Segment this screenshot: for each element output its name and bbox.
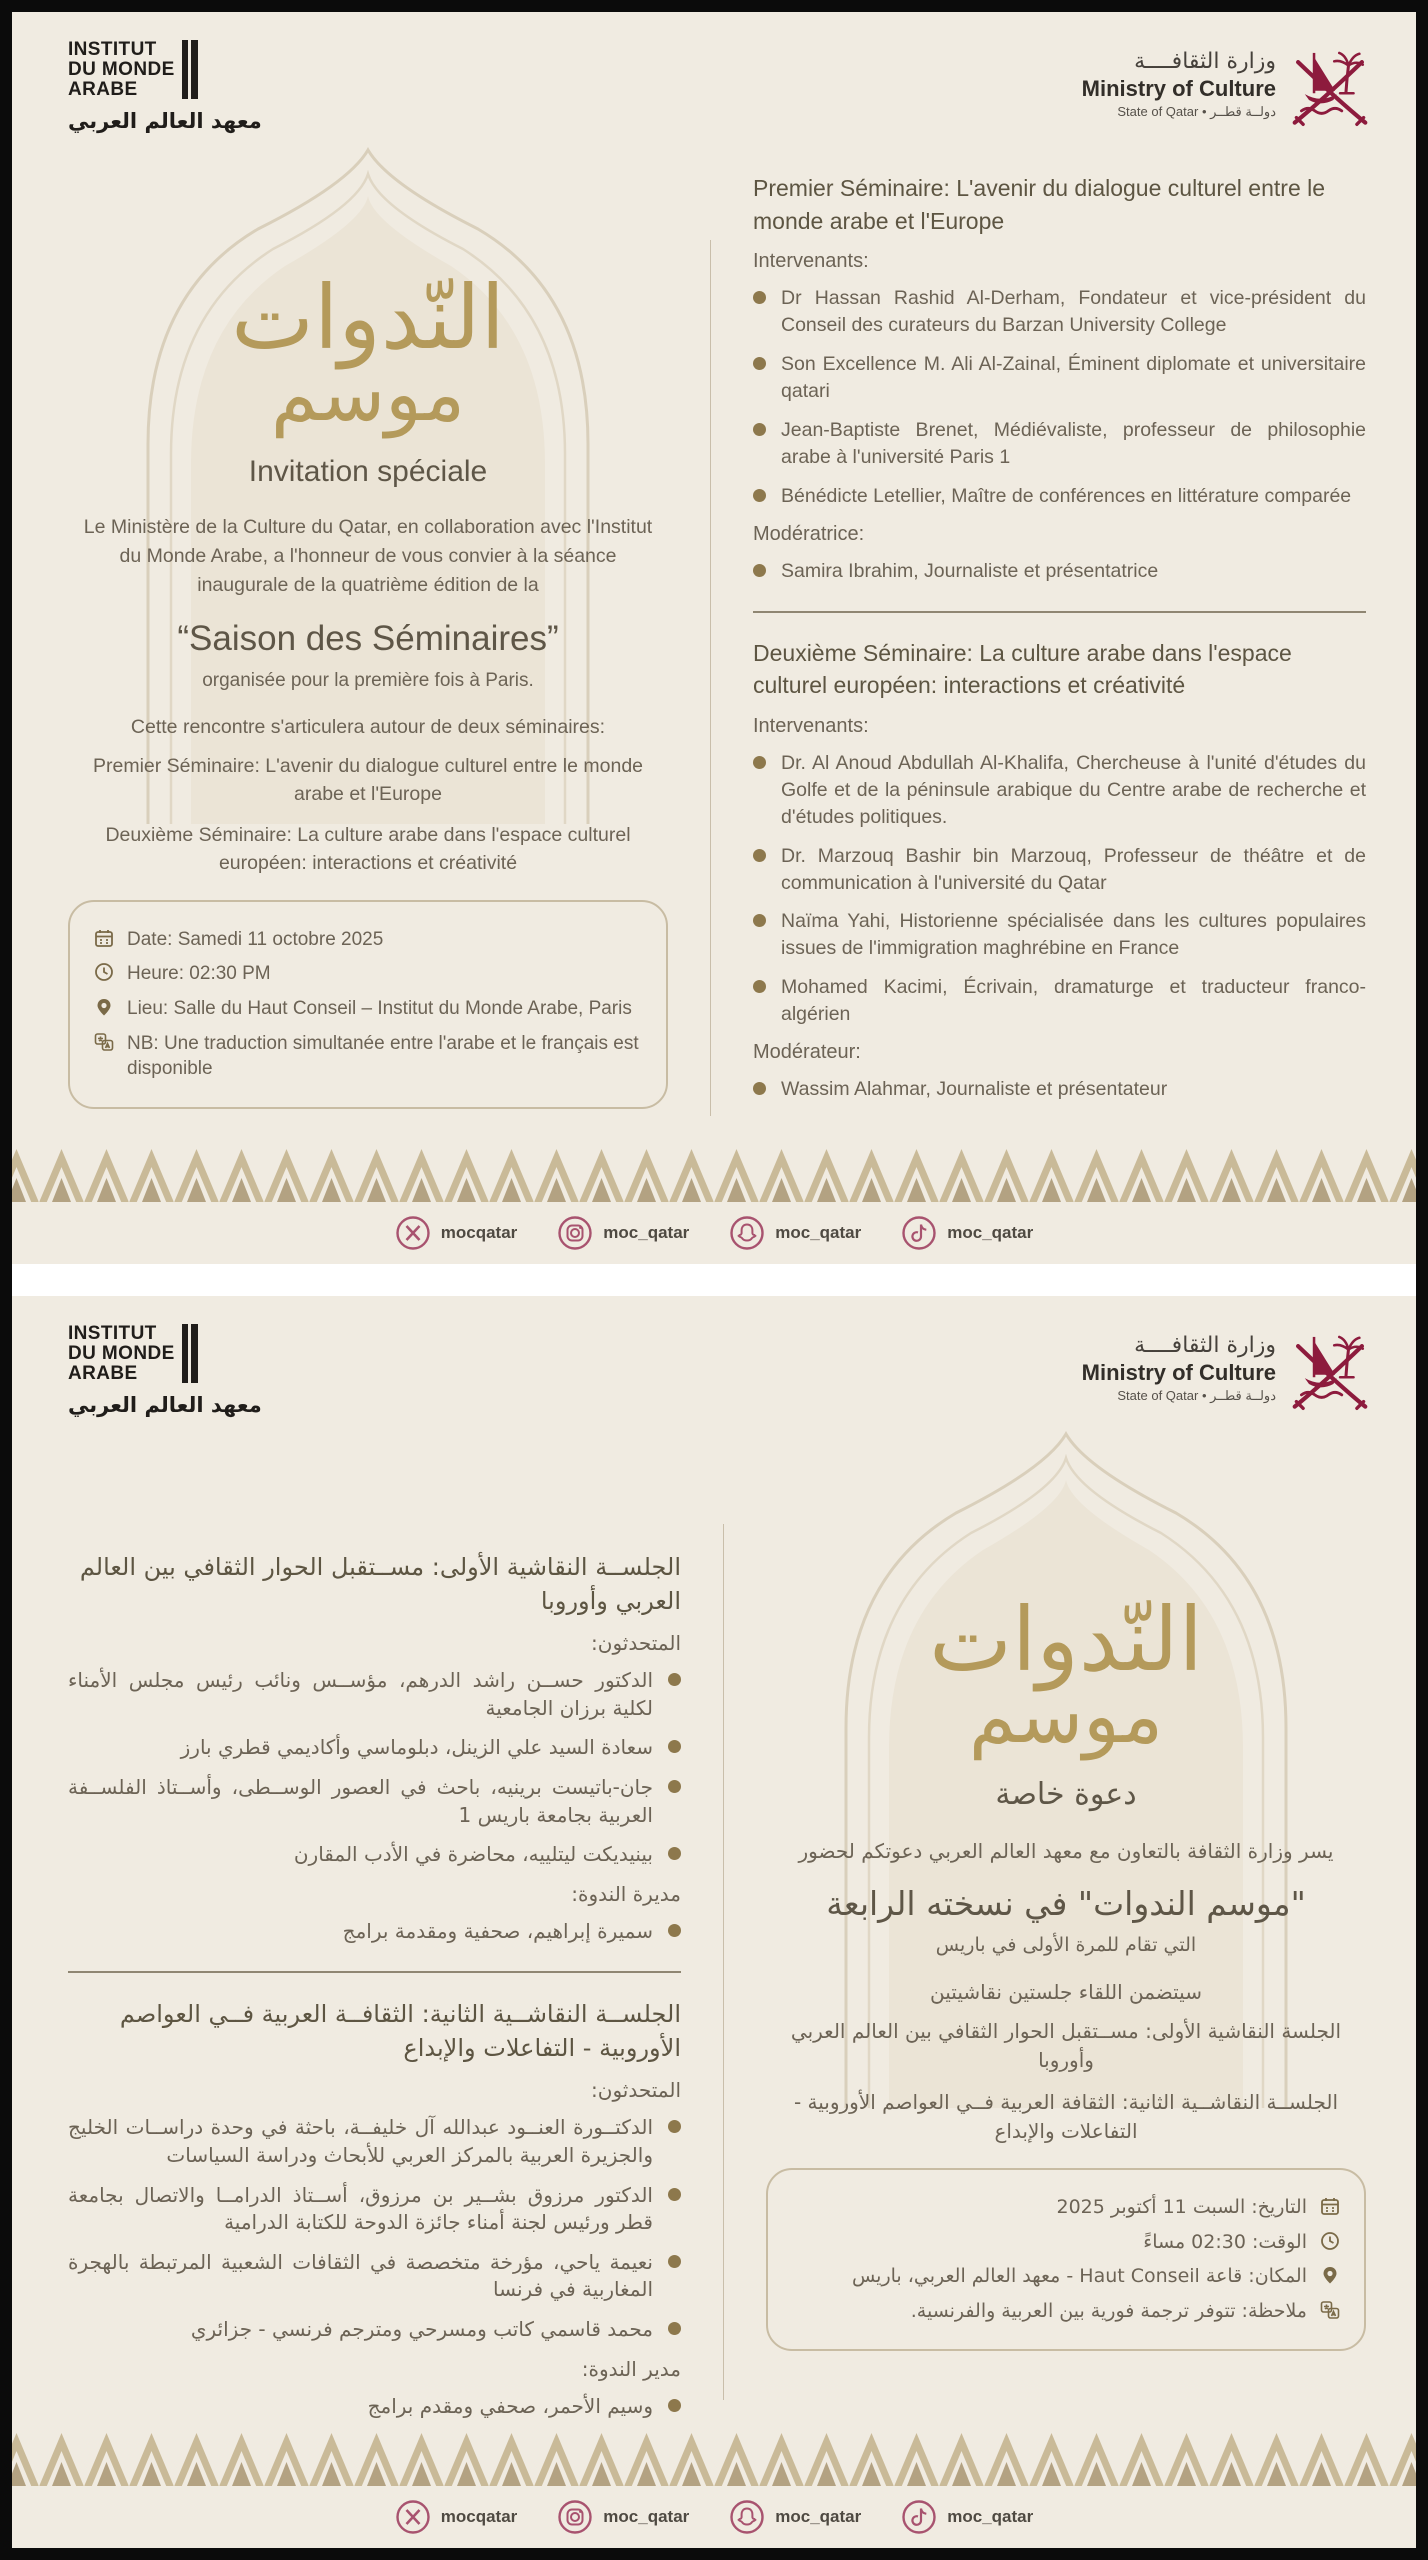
qatar-emblem-icon <box>1288 1324 1372 1412</box>
invitation-title: Invitation spéciale <box>248 454 488 488</box>
speaker-item <box>753 908 1366 962</box>
social-item-tiktok[interactable] <box>901 1215 1033 1251</box>
bullet-dot-icon <box>668 1740 681 1753</box>
moderator-label: Modératrice: <box>753 522 865 545</box>
location-icon <box>1320 2265 1340 2285</box>
social-item-x[interactable] <box>395 1215 518 1251</box>
speaker-text: نعيمة ياحي، مؤرخة متخصصة في الثقافات الشعبية المرتبطة بالهجرة المغاربية في فرنسا <box>68 2249 653 2302</box>
section-title: الجلســة النقاشية الأولى: مســتقبل الحوار الثقافي بين العالم العربي وأوروبا <box>79 1553 681 1616</box>
detail-text: NB: Une traduction simultanée entre l'arabe et le français est disponible <box>127 1032 639 1080</box>
arabic-invitation-page <box>12 1296 1416 2548</box>
location-icon <box>94 997 114 1017</box>
x-icon <box>395 2499 431 2535</box>
invitation-title: دعوة خاصة <box>995 1776 1137 1812</box>
detail-row <box>792 2195 1340 2221</box>
social-handle: moc_qatar <box>947 1223 1034 1242</box>
social-item-snapchat[interactable] <box>729 2499 861 2535</box>
speakers-label: المتحدثون: <box>591 2078 681 2103</box>
column-divider <box>710 240 711 1116</box>
ministry-title-arabic: وزارة الثقافــــة <box>1134 1332 1276 1358</box>
bullet-dot-icon <box>753 914 766 927</box>
social-handle: moc_qatar <box>947 2507 1034 2526</box>
speaker-item <box>68 1841 681 1869</box>
seminar-season-calligraphy-logo <box>766 1588 1366 1760</box>
page-separator <box>12 1264 1416 1296</box>
calligraphy-line: موسم <box>270 348 466 438</box>
section-divider <box>68 1971 681 1973</box>
moderator-label: Modérateur: <box>753 1041 861 1064</box>
ima-logo-line: ARABE <box>68 78 138 100</box>
speaker-text: الدكتور حســن راشد الدرهم، مؤســس ونائب رئيس مجلس الأمناء لكلية برزان الجامعية <box>68 1668 653 1720</box>
detail-text: Lieu: Salle du Haut Conseil – Institut du Monde Arabe, Paris <box>127 997 632 1019</box>
speaker-text: الدكتــورة العنــود عبدالله آل خليفــة، باحثة في وحدة دراســات الخليج والجزيرة العربية بالمركز العربي للأبحاث ودراسة السياسات <box>68 2115 653 2168</box>
speaker-item <box>753 285 1366 339</box>
speaker-item <box>753 417 1366 471</box>
seminar2-line: الجلســة النقاشــية الثانية: الثقافة العربية فــي العواصم الأوروبية - التفاعلات والإبداع <box>793 2089 1339 2143</box>
speaker-text: Dr Hassan Rashid Al-Derham, Fondateur et vice-président du Conseil des curateurs du Barzan University College <box>781 287 1366 337</box>
speaker-item <box>753 351 1366 405</box>
invitation-column <box>766 1454 1366 2420</box>
speaker-item <box>753 750 1366 831</box>
speaker-text: Son Excellence M. Ali Al-Zainal, Éminent diplomate et universitaire qatari <box>781 353 1366 403</box>
section-title: Premier Séminaire: L'avenir du dialogue culturel entre le monde arabe et l'Europe <box>753 175 1326 234</box>
french-invitation-page <box>12 12 1416 1264</box>
detail-row <box>792 2230 1340 2256</box>
bullet-dot-icon <box>753 980 766 993</box>
ima-logo <box>68 1324 262 1416</box>
calendar-icon <box>94 928 114 948</box>
bullet-dot-icon <box>668 1673 681 1686</box>
season-subtitle: التي تقام للمرة الأولى في باريس <box>935 1933 1197 1956</box>
calligraphy-line: موسم <box>968 1670 1164 1760</box>
ministry-subtitle: دولــة قطــر • State of Qatar <box>1117 1387 1276 1403</box>
speakers-label: المتحدثون: <box>591 1631 681 1656</box>
ima-logo <box>68 40 262 132</box>
seminar1-line: Premier Séminaire: L'avenir du dialogue culturel entre le monde arabe et l'Europe <box>92 754 644 805</box>
speaker-text: Dr. Marzouq Bashir bin Marzouq, Professeur de théâtre et de communication à l'université du Qatar <box>781 844 1366 894</box>
section-title: الجلســة النقاشــية الثانية: الثقافــة العربية فــي العواصم الأوروبية - التفاعلات والإبداع <box>119 2000 681 2063</box>
moderator-text: Wassim Alahmar, Journaliste et présentateur <box>781 1078 1168 1101</box>
speaker-item <box>68 2182 681 2237</box>
seminar2-line: Deuxième Séminaire: La culture arabe dans l'espace culturel européen: interactions et créativité <box>105 824 631 875</box>
speaker-text: Jean-Baptiste Brenet, Médiévaliste, professeur de philosophie arabe à l'université Paris 1 <box>781 418 1366 468</box>
social-handle: mocqatar <box>440 2507 518 2526</box>
ima-logo-line: INSTITUT <box>68 39 157 60</box>
speaker-text: Dr. Al Anoud Abdullah Al-Khalifa, Chercheuse à l'unité d'études du Golfe et de la péninsule arabique du Centre arabe de recherche et d'études politiques. <box>781 751 1366 828</box>
section-title: Deuxième Séminaire: La culture arabe dans l'espace culturel européen: interactions et créativité <box>753 639 1292 699</box>
event-details-box <box>766 2168 1366 2352</box>
social-handle: mocqatar <box>440 1223 518 1242</box>
moderator-label: مدير الندوة: <box>581 2356 681 2381</box>
season-title: "موسم الندوات" في نسخته الرابعة <box>826 1883 1306 1923</box>
social-item-instagram[interactable] <box>557 1215 689 1251</box>
pattern-band <box>12 1148 1416 1202</box>
instagram-icon <box>557 1215 593 1251</box>
bullet-dot-icon <box>753 357 766 370</box>
detail-text: المكان: قاعة Haut Conseil - معهد العالم العربي، باريس <box>851 2265 1307 2288</box>
social-item-instagram[interactable] <box>557 2499 689 2535</box>
ministry-of-culture-logo <box>1082 40 1372 128</box>
social-item-tiktok[interactable] <box>901 2499 1033 2535</box>
tiktok-icon <box>901 1215 937 1251</box>
moderator-text: وسيم الأحمر، صحفي ومقدم برامج <box>367 2393 653 2418</box>
event-details-box <box>68 900 668 1109</box>
detail-text: الوقت: 02:30 مساءً <box>1143 2230 1307 2253</box>
speakers-label: Intervenants: <box>753 250 869 273</box>
ima-logo-line: DU MONDE <box>68 58 175 80</box>
bullet-dot-icon <box>753 423 766 436</box>
qatar-emblem-icon <box>1288 40 1372 128</box>
clock-icon <box>1320 2231 1340 2251</box>
speakers-label: Intervenants: <box>753 714 869 737</box>
instagram-icon <box>557 2499 593 2535</box>
detail-text: التاريخ: السبت 11 أكتوبر 2025 <box>1056 2195 1307 2218</box>
detail-row <box>792 2264 1340 2290</box>
x-icon <box>395 1215 431 1251</box>
invitation-intro: Le Ministère de la Culture du Qatar, en collaboration avec l'Institut du Monde Arabe, a l'honneur de vous convier à la séance inaugurale de la quatrième édition de la <box>83 515 653 597</box>
ministry-title-arabic: وزارة الثقافــــة <box>1134 48 1276 74</box>
moderator-text: سميرة إبراهيم، صحفية ومقدمة برامج <box>342 1918 653 1943</box>
bullet-dot-icon <box>668 1780 681 1793</box>
calendar-icon <box>1320 2196 1340 2216</box>
calligraphy-line: النّدوات <box>231 266 505 369</box>
seminar-season-calligraphy-logo <box>68 266 668 438</box>
moderator-text: Samira Ibrahim, Journaliste et présentatrice <box>781 559 1159 582</box>
social-handle: moc_qatar <box>775 1223 862 1242</box>
ima-arabic-logo: معهد العالم العربي <box>68 109 262 134</box>
moderator-label: مديرة الندوة: <box>571 1881 681 1906</box>
detail-row <box>94 927 642 953</box>
agenda-intro: سيتضمن اللقاء جلستين نقاشيتين <box>930 1979 1202 2004</box>
pattern-band <box>12 2432 1416 2486</box>
speaker-text: Mohamed Kacimi, Écrivain, dramaturge et traducteur franco-algérien <box>781 976 1366 1026</box>
bullet-dot-icon <box>753 564 766 577</box>
ima-bar-icon <box>188 40 198 99</box>
social-handle: moc_qatar <box>775 2507 862 2526</box>
snapchat-icon <box>729 1215 765 1251</box>
ima-logo-line: DU MONDE <box>68 1342 175 1364</box>
season-title: “Saison des Séminaires” <box>177 618 559 658</box>
ministry-of-culture-logo <box>1082 1324 1372 1412</box>
speaker-item <box>68 2114 681 2169</box>
ima-arabic-logo: معهد العالم العربي <box>68 1393 262 1418</box>
social-row <box>12 2486 1416 2548</box>
bullet-dot-icon <box>753 291 766 304</box>
bullet-dot-icon <box>668 1847 681 1860</box>
bullet-dot-icon <box>753 849 766 862</box>
clock-icon <box>94 962 114 982</box>
bullet-dot-icon <box>668 1924 681 1937</box>
detail-text: ملاحظة: تتوفر ترجمة فورية بين العربية والفرنسية. <box>910 2299 1307 2322</box>
translation-icon <box>94 1032 114 1052</box>
invitation-column <box>68 170 668 1136</box>
speaker-text: محمد قاسمي كاتب ومسرحي ومترجم فرنسي - جزائري <box>190 2317 653 2342</box>
agenda-intro: Cette rencontre s'articulera autour de deux séminaires: <box>130 715 606 738</box>
social-row <box>12 1202 1416 1264</box>
moderator-item <box>68 1918 681 1946</box>
bullet-dot-icon <box>668 2188 681 2201</box>
ministry-subtitle: دولــة قطــر • State of Qatar <box>1117 103 1276 119</box>
seminar1-line: الجلسة النقاشية الأولى: مســتقبل الحوار الثقافي بين العالم العربي وأوروبا <box>790 2018 1342 2072</box>
speaker-item <box>753 974 1366 1028</box>
speaker-item <box>68 2316 681 2344</box>
moderator-item <box>753 558 1366 585</box>
seminars-column <box>753 170 1366 1136</box>
social-handle: moc_qatar <box>603 1223 690 1242</box>
speaker-item <box>68 1667 681 1722</box>
translation-icon <box>1320 2300 1340 2320</box>
snapchat-icon <box>729 2499 765 2535</box>
detail-row <box>94 961 642 987</box>
detail-text: Date: Samedi 11 octobre 2025 <box>127 928 384 950</box>
bullet-dot-icon <box>668 2322 681 2335</box>
column-divider <box>723 1524 724 2400</box>
section-divider <box>753 611 1366 613</box>
speaker-text: الدكتور مرزوق بشــير بن مرزوق، أســتاذ الدرامــا والاتصال بجامعة قطر ورئيس لجنة أمناء جائزة الدوحة للكتابة الدرامية <box>68 2182 653 2235</box>
speaker-text: بينيديكت ليتلييه، محاضرة في الأدب المقارن <box>293 1842 653 1867</box>
detail-row <box>792 2299 1340 2325</box>
detail-row <box>94 1031 642 1082</box>
seminars-column <box>68 1454 681 2420</box>
ima-bar-icon <box>188 1324 198 1383</box>
speaker-item <box>68 1774 681 1829</box>
bullet-dot-icon <box>753 756 766 769</box>
ministry-title-english: Ministry of Culture <box>1081 75 1276 101</box>
detail-text: Heure: 02:30 PM <box>127 963 271 985</box>
bullet-dot-icon <box>668 2399 681 2412</box>
bullet-dot-icon <box>668 2255 681 2268</box>
speaker-text: جان-باتيست برينيه، باحث في العصور الوســطى، وأســتاذ الفلســفة العربية بجامعة باريس 1 <box>68 1774 653 1827</box>
speaker-text: سعادة السيد علي الزينل، دبلوماسي وأكاديمي قطري بارز <box>180 1735 653 1760</box>
speaker-item <box>753 843 1366 897</box>
detail-row <box>94 996 642 1022</box>
season-subtitle: organisée pour la première fois à Paris. <box>202 669 534 691</box>
speaker-item <box>68 1734 681 1762</box>
social-item-x[interactable] <box>395 2499 518 2535</box>
ima-logo-line: ARABE <box>68 1362 138 1384</box>
social-item-snapchat[interactable] <box>729 1215 861 1251</box>
social-handle: moc_qatar <box>603 2507 690 2526</box>
speaker-item <box>753 483 1366 510</box>
ministry-title-english: Ministry of Culture <box>1081 1359 1276 1385</box>
speaker-text: Bénédicte Letellier, Maître de conférences en littérature comparée <box>781 484 1352 507</box>
calligraphy-line: النّدوات <box>929 1588 1203 1691</box>
speaker-text: Naïma Yahi, Historienne spécialisée dans les cultures populaires issues de l'immigration maghrébine en France <box>781 910 1366 960</box>
bullet-dot-icon <box>668 2120 681 2133</box>
moderator-item <box>753 1076 1366 1103</box>
bullet-dot-icon <box>753 489 766 502</box>
invitation-intro: يسر وزارة الثقافة بالتعاون مع معهد العالم العربي دعوتكم لحضور <box>798 1838 1334 1863</box>
speaker-item <box>68 2249 681 2304</box>
tiktok-icon <box>901 2499 937 2535</box>
ima-logo-line: INSTITUT <box>68 1323 157 1344</box>
bullet-dot-icon <box>753 1082 766 1095</box>
moderator-item <box>68 2393 681 2421</box>
